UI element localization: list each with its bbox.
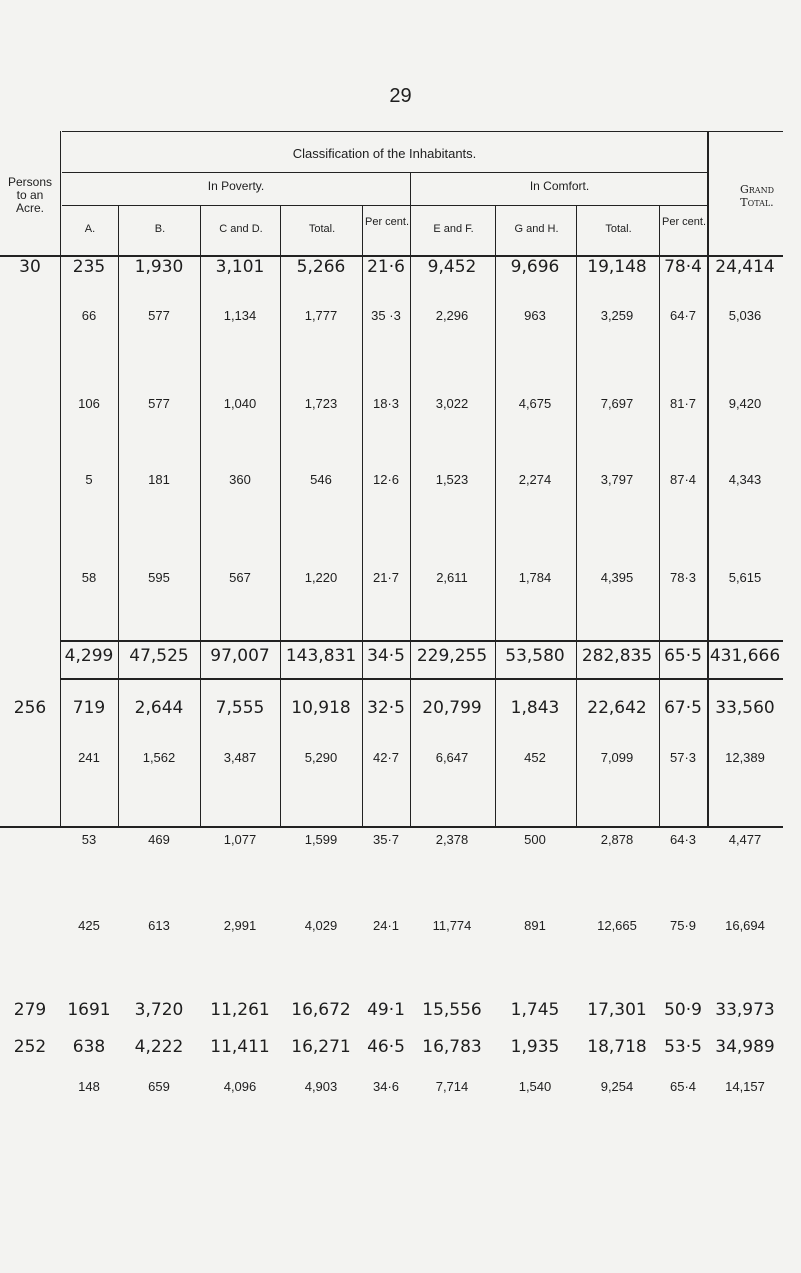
table-cell: 12·6 <box>372 472 400 487</box>
page-number: 29 <box>389 85 412 107</box>
table-cell: 4,096 <box>223 1079 257 1094</box>
col-b-header: B. <box>154 223 166 235</box>
table-cell: 75·9 <box>669 918 697 933</box>
table-cell: 58 <box>81 570 97 585</box>
table-cell: 3,259 <box>600 308 634 323</box>
table-cell: 1,540 <box>518 1079 552 1094</box>
table-cell: 53 <box>81 832 97 847</box>
table-cell: 1,930 <box>134 257 184 277</box>
table-cell: 53,580 <box>505 646 565 666</box>
table-cell: 49·1 <box>367 1000 405 1020</box>
table-cell: 47,525 <box>129 646 189 666</box>
table-cell: 229,255 <box>416 646 488 666</box>
table-cell: 22,642 <box>587 698 647 718</box>
table-cell: 4,395 <box>600 570 634 585</box>
table-cell: 241 <box>78 750 100 765</box>
table-cell: 3,022 <box>435 396 469 411</box>
table-cell: 18,718 <box>587 1037 647 1057</box>
table-cell: 6,647 <box>435 750 469 765</box>
rule <box>60 678 783 680</box>
table-cell: 35 ·3 <box>371 308 401 323</box>
table-cell: 4,477 <box>728 832 762 847</box>
table-cell: 181 <box>148 472 170 487</box>
table-cell: 53·5 <box>664 1037 702 1057</box>
table-cell: 1691 <box>67 1000 111 1020</box>
table-cell: 5 <box>85 472 93 487</box>
table-cell: 4,343 <box>728 472 762 487</box>
table-cell: 10,918 <box>291 698 351 718</box>
table-cell: 963 <box>524 308 546 323</box>
table-cell: 7,099 <box>600 750 634 765</box>
poverty-header: In Poverty. <box>207 179 265 193</box>
table-cell: 148 <box>78 1079 100 1094</box>
table-cell: 65·5 <box>664 646 702 666</box>
table-cell: 81·7 <box>669 396 697 411</box>
table-cell: 595 <box>148 570 170 585</box>
table-cell: 452 <box>524 750 546 765</box>
table-cell: 1,777 <box>304 308 338 323</box>
table-cell: 4,903 <box>304 1079 338 1094</box>
col-poverty-total-header: Total. <box>308 223 336 235</box>
table-cell: 34,989 <box>715 1037 775 1057</box>
table-cell: 1,843 <box>510 698 560 718</box>
rule <box>362 205 363 826</box>
table-cell: 9,696 <box>510 257 560 277</box>
table-cell: 659 <box>148 1079 170 1094</box>
table-cell: 469 <box>148 832 170 847</box>
table-cell: 577 <box>148 308 170 323</box>
table-cell: 24,414 <box>715 257 775 277</box>
table-cell: 577 <box>148 396 170 411</box>
table-cell: 1,134 <box>223 308 257 323</box>
persons-per-acre-cell: 252 <box>13 1037 47 1057</box>
table-cell: 16,694 <box>725 918 765 933</box>
table-cell: 12,665 <box>597 918 637 933</box>
table-cell: 891 <box>524 918 546 933</box>
table-cell: 57·3 <box>669 750 697 765</box>
table-cell: 11,774 <box>432 918 472 933</box>
table-cell: 2,274 <box>518 472 552 487</box>
table-cell: 21·7 <box>372 570 400 585</box>
table-cell: 78·3 <box>669 570 697 585</box>
table-cell: 567 <box>229 570 251 585</box>
table-cell: 719 <box>72 698 106 718</box>
table-cell: 7,555 <box>215 698 265 718</box>
persons-per-acre-cell: 256 <box>13 698 47 718</box>
table-cell: 1,745 <box>510 1000 560 1020</box>
table-cell: 5,036 <box>728 308 762 323</box>
rule <box>495 205 496 826</box>
table-cell: 3,720 <box>134 1000 184 1020</box>
table-cell: 2,878 <box>600 832 634 847</box>
table-cell: 33,560 <box>715 698 775 718</box>
table-cell: 65·4 <box>669 1079 697 1094</box>
col-comfort-percent-header: Per cent. <box>661 216 707 228</box>
table-cell: 87·4 <box>669 472 697 487</box>
table-cell: 3,797 <box>600 472 634 487</box>
table-cell: 97,007 <box>210 646 270 666</box>
rule <box>659 205 660 826</box>
table-cell: 9,254 <box>600 1079 634 1094</box>
table-cell: 20,799 <box>422 698 482 718</box>
table-cell: 613 <box>148 918 170 933</box>
grand-total-header: Grand Total. <box>739 183 774 209</box>
table-cell: 360 <box>229 472 251 487</box>
rule <box>576 205 577 826</box>
col-e-f-header: E and F. <box>433 223 474 235</box>
table-cell: 34·5 <box>367 646 405 666</box>
table-cell: 3,101 <box>215 257 265 277</box>
table-cell: 18·3 <box>372 396 400 411</box>
table-cell: 24·1 <box>372 918 400 933</box>
table-cell: 2,611 <box>436 570 468 585</box>
table-cell: 1,723 <box>304 396 338 411</box>
table-cell: 1,040 <box>223 396 257 411</box>
col-c-d-header: C and D. <box>219 223 263 235</box>
rule <box>62 205 707 206</box>
persons-per-acre-header: Persons to an Acre. <box>7 175 53 215</box>
table-cell: 1,523 <box>435 472 469 487</box>
table-cell: 66 <box>81 308 97 323</box>
col-poverty-percent-header: Per cent. <box>364 216 410 228</box>
table-cell: 32·5 <box>367 698 405 718</box>
table-cell: 1,562 <box>142 750 176 765</box>
table-cell: 431,666 <box>709 646 781 666</box>
table-cell: 11,261 <box>210 1000 270 1020</box>
table-cell: 9,452 <box>427 257 477 277</box>
table-cell: 3,487 <box>223 750 257 765</box>
table-cell: 35·7 <box>372 832 400 847</box>
rule <box>0 826 783 828</box>
table-cell: 1,077 <box>223 832 257 847</box>
table-cell: 34·6 <box>372 1079 400 1094</box>
table-cell: 14,157 <box>725 1079 765 1094</box>
table-cell: 5,290 <box>304 750 338 765</box>
rule <box>118 205 119 826</box>
rule <box>62 131 783 132</box>
table-cell: 12,389 <box>725 750 765 765</box>
rule <box>280 205 281 826</box>
table-cell: 67·5 <box>664 698 702 718</box>
table-cell: 4,222 <box>134 1037 184 1057</box>
col-a-header: A. <box>84 223 96 235</box>
table-cell: 1,220 <box>304 570 338 585</box>
table-cell: 5,615 <box>728 570 762 585</box>
col-comfort-total-header: Total. <box>605 223 632 235</box>
table-cell: 21·6 <box>367 257 405 277</box>
table-cell: 16,672 <box>291 1000 351 1020</box>
rule <box>60 640 783 642</box>
table-cell: 9,420 <box>728 396 762 411</box>
table-cell: 235 <box>72 257 106 277</box>
table-cell: 1,784 <box>518 570 552 585</box>
table-cell: 50·9 <box>664 1000 702 1020</box>
table-cell: 42·7 <box>372 750 400 765</box>
table-cell: 2,296 <box>435 308 469 323</box>
table-cell: 4,299 <box>64 646 114 666</box>
table-cell: 15,556 <box>422 1000 482 1020</box>
table-cell: 546 <box>310 472 332 487</box>
table-cell: 2,991 <box>223 918 257 933</box>
table-cell: 425 <box>78 918 100 933</box>
table-cell: 7,697 <box>600 396 634 411</box>
table-cell: 106 <box>78 396 100 411</box>
table-cell: 4,675 <box>518 396 552 411</box>
rule <box>200 205 201 826</box>
table-cell: 78·4 <box>664 257 702 277</box>
table-cell: 1,599 <box>304 832 338 847</box>
table-cell: 64·3 <box>669 832 697 847</box>
table-cell: 16,271 <box>291 1037 351 1057</box>
rule <box>62 172 707 173</box>
table-cell: 64·7 <box>669 308 697 323</box>
table-cell: 2,644 <box>134 698 184 718</box>
table-cell: 33,973 <box>715 1000 775 1020</box>
classification-header: Classification of the Inhabitants. <box>292 146 477 161</box>
table-cell: 1,935 <box>510 1037 560 1057</box>
table-cell: 11,411 <box>210 1037 270 1057</box>
table-cell: 2,378 <box>435 832 469 847</box>
col-g-h-header: G and H. <box>514 223 559 235</box>
table-cell: 16,783 <box>422 1037 482 1057</box>
table-cell: 19,148 <box>587 257 647 277</box>
table-cell: 638 <box>72 1037 106 1057</box>
table-cell: 17,301 <box>587 1000 647 1020</box>
table-cell: 7,714 <box>435 1079 469 1094</box>
comfort-header: In Comfort. <box>529 179 590 193</box>
table-cell: 282,835 <box>581 646 653 666</box>
persons-per-acre-cell: 279 <box>13 1000 47 1020</box>
table-cell: 500 <box>524 832 546 847</box>
table-cell: 143,831 <box>285 646 357 666</box>
table-cell: 4,029 <box>304 918 338 933</box>
table-cell: 5,266 <box>296 257 346 277</box>
table-cell: 46·5 <box>367 1037 405 1057</box>
persons-per-acre-cell: 30 <box>19 257 41 277</box>
